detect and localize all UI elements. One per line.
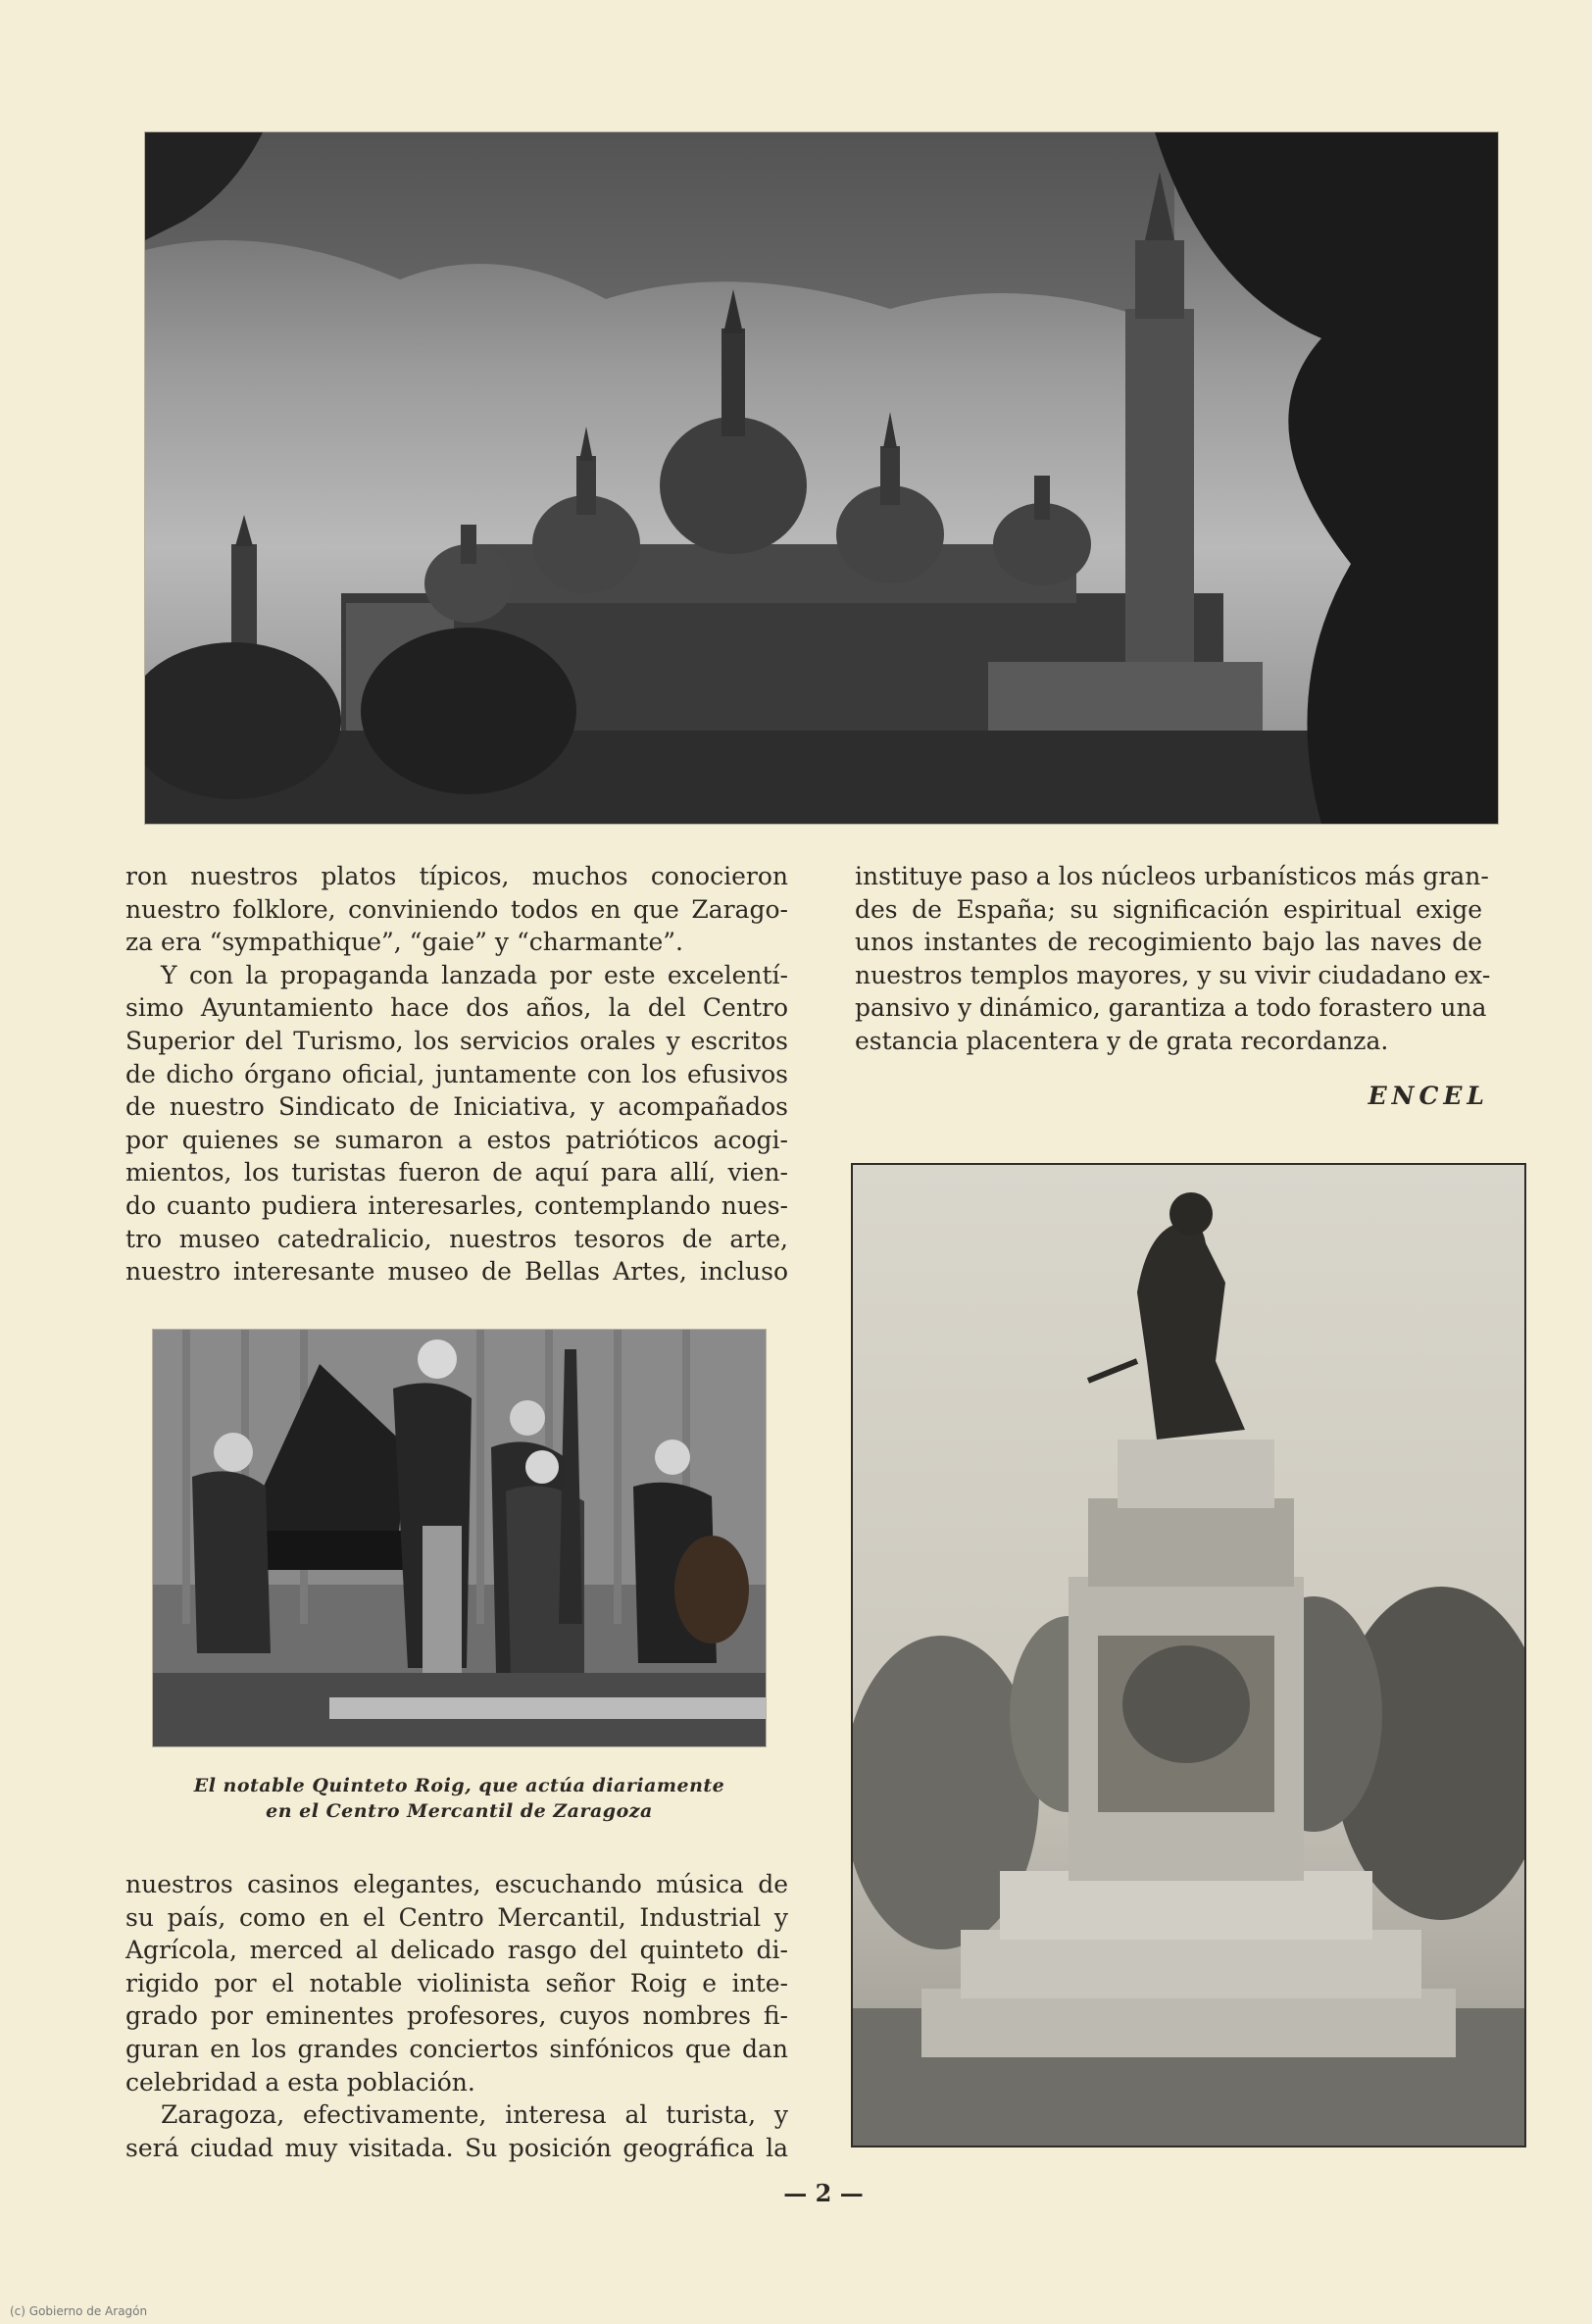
text-line: estancia placentera y de grata recordanza. — [855, 1026, 1389, 1055]
author-signature: ENCEL — [1368, 1082, 1489, 1110]
text-line: celebridad a esta población. — [125, 2067, 475, 2097]
text-line: de dicho órgano oficial, juntamente con los efusivos — [125, 1059, 788, 1088]
text-line: pansivo y dinámico, garantiza a todo forastero una — [855, 993, 1487, 1023]
text-line: su país, como en el Centro Mercantil, Industrial y — [125, 1902, 788, 1932]
text-line: nuestro folklore, conviniendo todos en que Zarago- — [125, 894, 788, 924]
article-text-column-right-top — [855, 860, 1491, 1058]
text-line: simo Ayuntamiento hace dos años, la del Centro — [125, 993, 788, 1023]
quinteto-roig-photo — [153, 1330, 766, 1746]
caption-line: en el Centro Mercantil de Zaragoza — [266, 1800, 653, 1822]
text-line: do cuanto pudiera interesarles, contemplando nues- — [125, 1190, 788, 1220]
paragraph — [855, 860, 1491, 1058]
paragraph — [125, 860, 788, 959]
photo-caption — [153, 1773, 766, 1824]
text-line: Zaragoza, efectivamente, interesa al turista, y — [161, 2100, 788, 2130]
paragraph — [125, 959, 788, 1288]
text-line: guran en los grandes conciertos sinfónicos que dan — [125, 2034, 788, 2063]
monument-statue-photo — [853, 1165, 1524, 2146]
caption-line: El notable Quinteto Roig, que actúa diariamente — [193, 1775, 725, 1796]
text-line: Y con la propaganda lanzada por este excelentí- — [161, 960, 788, 989]
article-text-column-left-bottom — [125, 1868, 788, 2164]
article-text-column-left-top — [125, 860, 788, 1288]
text-line: ron nuestros platos típicos, muchos conocieron — [125, 862, 788, 890]
text-line: instituye paso a los núcleos urbanísticos más gran- — [855, 862, 1489, 890]
page-number: — 2 — — [783, 2179, 864, 2207]
text-line: Agrícola, merced al delicado rasgo del quinteto di- — [125, 1936, 788, 1965]
basilica-del-pilar-photo — [145, 132, 1498, 824]
paragraph — [125, 2098, 788, 2164]
text-line: mientos, los turistas fueron de aquí para allí, vien- — [125, 1158, 788, 1187]
text-line: de nuestro Sindicato de Iniciativa, y acompañados — [125, 1092, 788, 1122]
text-line: des de España; su significación espiritual exige — [855, 894, 1482, 924]
paragraph — [125, 1868, 788, 2098]
text-line: nuestro interesante museo de Bellas Artes, incluso — [125, 1257, 788, 1287]
text-line: nuestros templos mayores, y su vivir ciudadano ex- — [855, 960, 1491, 989]
text-line: rigido por el notable violinista señor Roig e inte- — [125, 1968, 788, 1997]
text-line: unos instantes de recogimiento bajo las naves de — [855, 928, 1482, 957]
text-line: Superior del Turismo, los servicios orales y escritos — [125, 1026, 788, 1055]
text-line: por quienes se sumaron a estos patrióticos acogi- — [125, 1125, 788, 1154]
text-line: tro museo catedralicio, nuestros tesoros de arte, — [125, 1224, 788, 1253]
copyright-notice: (c) Gobierno de Aragón — [10, 2304, 148, 2318]
text-line: será ciudad muy visitada. Su posición geográfica la — [125, 2133, 788, 2162]
text-line: za era “sympathique”, “gaie” y “charmante”. — [125, 928, 683, 957]
text-line: grado por eminentes profesores, cuyos nombres fi- — [125, 2001, 788, 2031]
text-line: nuestros casinos elegantes, escuchando música de — [125, 1870, 788, 1898]
